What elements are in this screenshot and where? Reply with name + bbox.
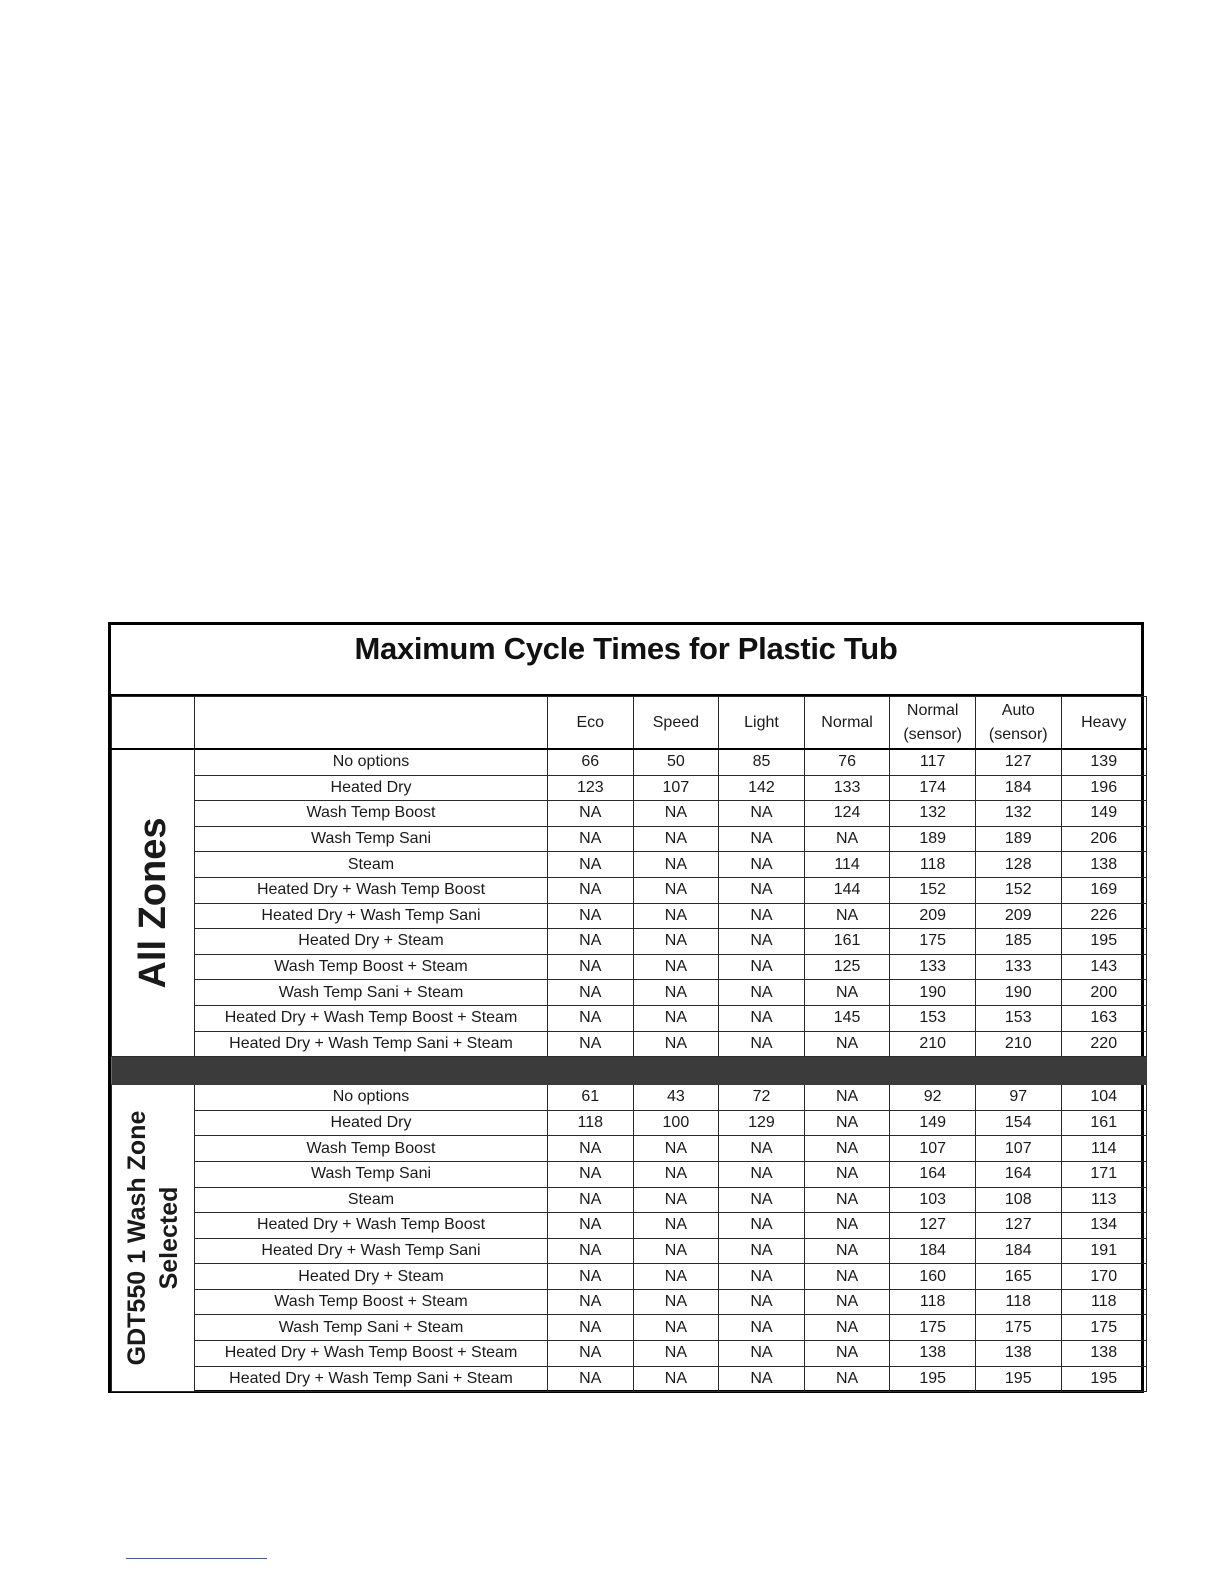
value-cell: 132 (975, 801, 1061, 827)
value-cell: NA (804, 1187, 890, 1213)
value-cell: 118 (548, 1110, 634, 1136)
separator-cell (804, 1057, 890, 1085)
value-cell: 128 (975, 852, 1061, 878)
value-cell: NA (804, 826, 890, 852)
value-cell: 161 (1061, 1110, 1146, 1136)
value-cell: 108 (975, 1187, 1061, 1213)
value-cell: NA (633, 1315, 719, 1341)
value-cell: 191 (1061, 1238, 1146, 1264)
value-cell: NA (633, 1187, 719, 1213)
column-header (719, 697, 805, 750)
table-row (112, 1085, 1147, 1111)
value-cell: 127 (975, 749, 1061, 775)
value-cell: 133 (890, 954, 976, 980)
value-cell: NA (548, 1315, 634, 1341)
value-cell: 118 (890, 1289, 976, 1315)
option-cell: Steam (195, 852, 548, 878)
table-row (112, 1110, 1147, 1136)
value-cell: 174 (890, 775, 976, 801)
value-cell: 103 (890, 1187, 976, 1213)
value-cell: NA (548, 801, 634, 827)
column-header-line: Normal (821, 713, 873, 731)
value-cell: NA (633, 954, 719, 980)
value-cell: 160 (890, 1264, 976, 1290)
value-cell: NA (719, 929, 805, 955)
value-cell: 76 (804, 749, 890, 775)
column-header (633, 697, 719, 750)
value-cell: NA (719, 1136, 805, 1162)
value-cell: NA (548, 877, 634, 903)
value-cell: 153 (890, 1005, 976, 1031)
option-cell: No options (195, 749, 548, 775)
value-cell: NA (804, 1341, 890, 1367)
value-cell: NA (633, 826, 719, 852)
value-cell: NA (719, 1213, 805, 1239)
value-cell: 149 (1061, 801, 1146, 827)
option-cell: Heated Dry + Wash Temp Sani + Steam (195, 1366, 548, 1392)
table-row (112, 749, 1147, 775)
value-cell: NA (633, 801, 719, 827)
table-row (112, 954, 1147, 980)
value-cell: NA (719, 801, 805, 827)
value-cell: 85 (719, 749, 805, 775)
footer-link-underline[interactable] (126, 1558, 267, 1559)
value-cell: 164 (890, 1161, 976, 1187)
value-cell: NA (548, 954, 634, 980)
header-row (112, 697, 1147, 750)
value-cell: NA (633, 929, 719, 955)
value-cell: NA (548, 1341, 634, 1367)
value-cell: 154 (975, 1110, 1061, 1136)
value-cell: 107 (633, 775, 719, 801)
column-header-line: Speed (652, 713, 700, 731)
table-row (112, 929, 1147, 955)
value-cell: NA (804, 1110, 890, 1136)
value-cell: 138 (890, 1341, 976, 1367)
value-cell: NA (804, 1085, 890, 1111)
column-header-line: Eco (576, 713, 605, 731)
column-header-line: Light (744, 713, 779, 731)
value-cell: 185 (975, 929, 1061, 955)
value-cell: NA (804, 903, 890, 929)
value-cell: 170 (1061, 1264, 1146, 1290)
group-label (132, 817, 174, 989)
value-cell: NA (719, 954, 805, 980)
table-row (112, 1264, 1147, 1290)
value-cell: NA (633, 980, 719, 1006)
value-cell: 129 (719, 1110, 805, 1136)
value-cell: 127 (975, 1213, 1061, 1239)
value-cell: NA (548, 1264, 634, 1290)
value-cell: 190 (890, 980, 976, 1006)
value-cell: 138 (975, 1341, 1061, 1367)
option-cell: Heated Dry + Steam (195, 1264, 548, 1290)
value-cell: 61 (548, 1085, 634, 1111)
value-cell: 164 (975, 1161, 1061, 1187)
value-cell: NA (804, 1213, 890, 1239)
value-cell: 132 (890, 801, 976, 827)
value-cell: NA (719, 1315, 805, 1341)
column-header-line: (sensor) (903, 725, 963, 743)
group-separator-row (112, 1057, 1147, 1085)
table-row (112, 775, 1147, 801)
value-cell: NA (633, 1161, 719, 1187)
option-cell: Wash Temp Boost + Steam (195, 1289, 548, 1315)
value-cell: 175 (1061, 1315, 1146, 1341)
value-cell: 171 (1061, 1161, 1146, 1187)
value-cell: 169 (1061, 877, 1146, 903)
value-cell: 184 (890, 1238, 976, 1264)
value-cell: NA (633, 1264, 719, 1290)
column-header (890, 697, 976, 750)
value-cell: NA (633, 1366, 719, 1392)
value-cell: NA (548, 1213, 634, 1239)
header-blank-option (195, 697, 548, 750)
value-cell: NA (719, 1289, 805, 1315)
separator-cell (975, 1057, 1061, 1085)
value-cell: NA (804, 1238, 890, 1264)
value-cell: NA (633, 1213, 719, 1239)
cycle-times-table (108, 622, 1144, 1393)
value-cell: 139 (1061, 749, 1146, 775)
value-cell: NA (548, 852, 634, 878)
value-cell: NA (719, 877, 805, 903)
column-header-line: Auto (1001, 701, 1035, 719)
value-cell: 189 (890, 826, 976, 852)
value-cell: NA (719, 903, 805, 929)
value-cell: 175 (890, 929, 976, 955)
value-cell: NA (804, 1315, 890, 1341)
separator-cell (195, 1057, 548, 1085)
value-cell: 138 (1061, 852, 1146, 878)
option-cell: Wash Temp Sani + Steam (195, 980, 548, 1006)
table-row (112, 1005, 1147, 1031)
value-cell: 153 (975, 1005, 1061, 1031)
value-cell: 124 (804, 801, 890, 827)
value-cell: 220 (1061, 1031, 1146, 1057)
value-cell: NA (804, 1289, 890, 1315)
separator-cell (548, 1057, 634, 1085)
value-cell: 114 (804, 852, 890, 878)
value-cell: 165 (975, 1264, 1061, 1290)
value-cell: 200 (1061, 980, 1146, 1006)
value-cell: NA (633, 1031, 719, 1057)
value-cell: 133 (975, 954, 1061, 980)
value-cell: NA (804, 1366, 890, 1392)
value-cell: NA (548, 903, 634, 929)
table-row (112, 1136, 1147, 1162)
value-cell: 133 (804, 775, 890, 801)
value-cell: NA (548, 1289, 634, 1315)
option-cell: Heated Dry + Wash Temp Boost + Steam (195, 1341, 548, 1367)
value-cell: NA (633, 1005, 719, 1031)
option-cell: Heated Dry (195, 775, 548, 801)
value-cell: NA (548, 980, 634, 1006)
option-cell: Heated Dry + Wash Temp Boost (195, 1213, 548, 1239)
value-cell: 92 (890, 1085, 976, 1111)
column-header (548, 697, 634, 750)
column-header (975, 697, 1061, 750)
value-cell: 114 (1061, 1136, 1146, 1162)
value-cell: 152 (975, 877, 1061, 903)
value-cell: 144 (804, 877, 890, 903)
value-cell: 190 (975, 980, 1061, 1006)
value-cell: 195 (890, 1366, 976, 1392)
column-header-line: Normal (906, 701, 959, 719)
value-cell: 118 (890, 852, 976, 878)
value-cell: NA (633, 1289, 719, 1315)
table-row (112, 826, 1147, 852)
table-row (112, 852, 1147, 878)
separator-cell (719, 1057, 805, 1085)
option-cell: Wash Temp Sani + Steam (195, 1315, 548, 1341)
option-cell: Steam (195, 1187, 548, 1213)
value-cell: NA (548, 1238, 634, 1264)
option-cell: Heated Dry (195, 1110, 548, 1136)
separator-cell (112, 1057, 195, 1085)
value-cell: NA (719, 1005, 805, 1031)
value-cell: NA (719, 1264, 805, 1290)
group-label-cell (112, 1085, 195, 1392)
value-cell: NA (804, 980, 890, 1006)
value-cell: NA (804, 1264, 890, 1290)
value-cell: NA (719, 980, 805, 1006)
value-cell: 118 (975, 1289, 1061, 1315)
value-cell: NA (548, 1187, 634, 1213)
group-label (121, 1111, 185, 1366)
value-cell: 196 (1061, 775, 1146, 801)
table-row (112, 1031, 1147, 1057)
group-label-line: GDT550 1 Wash Zone (123, 1110, 151, 1366)
value-cell: NA (719, 852, 805, 878)
value-cell: NA (719, 1187, 805, 1213)
value-cell: 175 (890, 1315, 976, 1341)
value-cell: NA (633, 1136, 719, 1162)
column-header (1061, 697, 1146, 750)
value-cell: NA (719, 1341, 805, 1367)
table-row (112, 877, 1147, 903)
option-cell: Heated Dry + Wash Temp Sani + Steam (195, 1031, 548, 1057)
table-row (112, 1187, 1147, 1213)
value-cell: 210 (975, 1031, 1061, 1057)
value-cell: NA (633, 877, 719, 903)
value-cell: 100 (633, 1110, 719, 1136)
option-cell: Wash Temp Sani (195, 826, 548, 852)
column-header-line: (sensor) (988, 725, 1048, 743)
value-cell: 127 (890, 1213, 976, 1239)
group-label-line: All Zones (132, 817, 174, 989)
table-title-row (111, 625, 1141, 696)
table-row (112, 1315, 1147, 1341)
option-cell: Wash Temp Boost (195, 1136, 548, 1162)
value-cell: NA (633, 852, 719, 878)
separator-cell (890, 1057, 976, 1085)
value-cell: 145 (804, 1005, 890, 1031)
value-cell: 226 (1061, 903, 1146, 929)
table-title: Maximum Cycle Times for Plastic Tub (354, 631, 898, 666)
column-header-line: Heavy (1081, 713, 1127, 731)
header-blank-group (112, 697, 195, 750)
value-cell: 125 (804, 954, 890, 980)
value-cell: 117 (890, 749, 976, 775)
value-cell: NA (719, 1161, 805, 1187)
value-cell: NA (633, 903, 719, 929)
value-cell: 209 (890, 903, 976, 929)
value-cell: 43 (633, 1085, 719, 1111)
value-cell: 138 (1061, 1341, 1146, 1367)
value-cell: NA (548, 1136, 634, 1162)
value-cell: 118 (1061, 1289, 1146, 1315)
value-cell: 210 (890, 1031, 976, 1057)
value-cell: 206 (1061, 826, 1146, 852)
value-cell: NA (548, 826, 634, 852)
option-cell: Heated Dry + Wash Temp Sani (195, 903, 548, 929)
table-row (112, 1238, 1147, 1264)
value-cell: NA (804, 1136, 890, 1162)
table-row (112, 903, 1147, 929)
value-cell: NA (804, 1031, 890, 1057)
column-header (804, 697, 890, 750)
value-cell: 142 (719, 775, 805, 801)
value-cell: 195 (975, 1366, 1061, 1392)
value-cell: 143 (1061, 954, 1146, 980)
table-row (112, 1289, 1147, 1315)
option-cell: No options (195, 1085, 548, 1111)
cycle-times-grid (111, 696, 1147, 1392)
value-cell: 161 (804, 929, 890, 955)
value-cell: 163 (1061, 1005, 1146, 1031)
value-cell: 107 (975, 1136, 1061, 1162)
table-row (112, 801, 1147, 827)
value-cell: NA (633, 1238, 719, 1264)
separator-cell (1061, 1057, 1146, 1085)
value-cell: 113 (1061, 1187, 1146, 1213)
value-cell: NA (719, 1238, 805, 1264)
value-cell: NA (633, 1341, 719, 1367)
value-cell: 175 (975, 1315, 1061, 1341)
value-cell: 184 (975, 775, 1061, 801)
value-cell: 97 (975, 1085, 1061, 1111)
value-cell: 104 (1061, 1085, 1146, 1111)
value-cell: 107 (890, 1136, 976, 1162)
option-cell: Wash Temp Boost (195, 801, 548, 827)
option-cell: Heated Dry + Wash Temp Boost + Steam (195, 1005, 548, 1031)
option-cell: Wash Temp Sani (195, 1161, 548, 1187)
value-cell: 50 (633, 749, 719, 775)
value-cell: 134 (1061, 1213, 1146, 1239)
value-cell: 149 (890, 1110, 976, 1136)
value-cell: NA (804, 1161, 890, 1187)
value-cell: 195 (1061, 929, 1146, 955)
value-cell: NA (548, 1366, 634, 1392)
value-cell: 123 (548, 775, 634, 801)
table-row (112, 1213, 1147, 1239)
table-row (112, 980, 1147, 1006)
value-cell: 66 (548, 749, 634, 775)
value-cell: 189 (975, 826, 1061, 852)
group-label-line: Selected (155, 1186, 183, 1290)
separator-cell (633, 1057, 719, 1085)
value-cell: NA (548, 1005, 634, 1031)
option-cell: Wash Temp Boost + Steam (195, 954, 548, 980)
value-cell: NA (548, 1031, 634, 1057)
table-row (112, 1366, 1147, 1392)
value-cell: 72 (719, 1085, 805, 1111)
value-cell: 184 (975, 1238, 1061, 1264)
option-cell: Heated Dry + Wash Temp Boost (195, 877, 548, 903)
value-cell: NA (548, 929, 634, 955)
table-row (112, 1341, 1147, 1367)
value-cell: 209 (975, 903, 1061, 929)
value-cell: NA (719, 1031, 805, 1057)
value-cell: NA (719, 826, 805, 852)
value-cell: 195 (1061, 1366, 1146, 1392)
option-cell: Heated Dry + Wash Temp Sani (195, 1238, 548, 1264)
value-cell: NA (719, 1366, 805, 1392)
value-cell: NA (548, 1161, 634, 1187)
group-label-cell (112, 749, 195, 1057)
table-row (112, 1161, 1147, 1187)
value-cell: 152 (890, 877, 976, 903)
option-cell: Heated Dry + Steam (195, 929, 548, 955)
